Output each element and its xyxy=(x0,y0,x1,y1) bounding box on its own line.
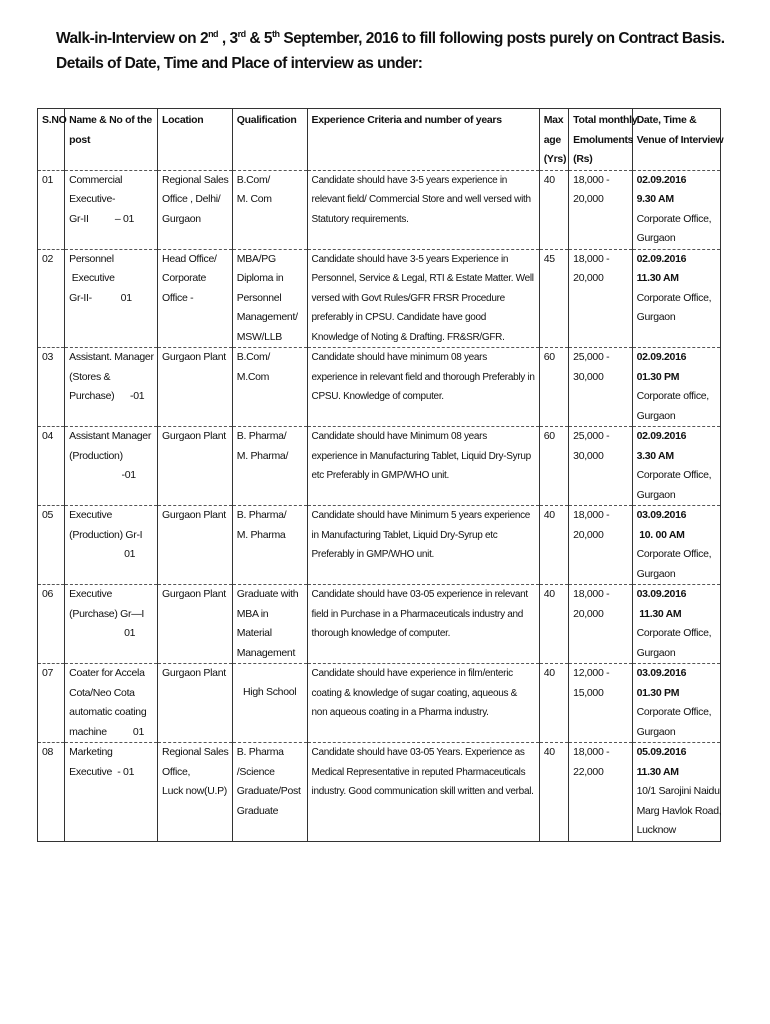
cell-post-name: Executive (Production) Gr-I 01 xyxy=(65,506,158,585)
interview-date: 02.09.2016 xyxy=(636,252,687,265)
cell-max-age: 60 xyxy=(539,427,568,506)
table-header-row xyxy=(38,109,721,171)
cell-date-venue: 03.09.2016 10. 00 AM Corporate Office, Gurgaon xyxy=(632,506,720,585)
cell-qualification: B. Pharma/ M. Pharma/ xyxy=(232,427,307,506)
cell-post-name: Executive (Purchase) Gr—I 01 xyxy=(65,585,158,664)
cell-date-venue: 05.09.2016 11.30 AM 10/1 Sarojini Naidu Marg Havlok Road, Lucknow xyxy=(632,743,720,842)
cell-sno: 01 xyxy=(38,170,65,249)
cell-post-name: Assistant Manager (Production) -01 xyxy=(65,427,158,506)
heading-line-2: Details of Date, Time and Place of interview as under: xyxy=(56,55,423,72)
table-row xyxy=(38,664,721,743)
cell-date-venue: 03.09.2016 11.30 AM Corporate Office, Gurgaon xyxy=(632,585,720,664)
header-qualification: Qualification xyxy=(232,109,307,171)
cell-location: Regional Sales Office, Luck now(U.P) xyxy=(158,743,233,842)
cell-qualification: B.Com/ M. Com xyxy=(232,170,307,249)
interview-time: 10. 00 AM xyxy=(636,528,685,541)
page-heading xyxy=(56,26,746,76)
cell-date-venue: 02.09.2016 9.30 AM Corporate Office, Gurgaon xyxy=(632,170,720,249)
cell-location: Head Office/ Corporate Office - xyxy=(158,249,233,348)
cell-location: Gurgaon Plant xyxy=(158,585,233,664)
cell-emoluments: 25,000 - 30,000 xyxy=(569,348,632,427)
header-sno: S.NO xyxy=(38,109,65,171)
interview-time: 9.30 AM xyxy=(636,193,674,205)
table-row xyxy=(38,348,721,427)
cell-sno: 02 xyxy=(38,249,65,348)
cell-max-age: 40 xyxy=(539,585,568,664)
header-experience: Experience Criteria and number of years xyxy=(307,109,539,171)
interview-time: 11.30 AM xyxy=(636,272,679,284)
cell-qualification: B. Pharma/ M. Pharma xyxy=(232,506,307,585)
cell-sno: 05 xyxy=(38,506,65,585)
cell-emoluments: 18,000 - 20,000 xyxy=(569,585,632,664)
cell-emoluments: 18,000 - 20,000 xyxy=(569,506,632,585)
cell-experience: Candidate should have 3-5 years experience in relevant field/ Commercial Store and well versed with Statutory requirements. xyxy=(307,170,539,249)
interview-date: 03.09.2016 xyxy=(636,588,687,600)
cell-experience: Candidate should have 03-05 experience in relevant field in Purchase in a Pharmaceuticals industry and thorough knowledge of computer. xyxy=(307,585,539,664)
interview-date: 02.09.2016 xyxy=(636,173,687,186)
header-emoluments: Total monthly Emoluments (Rs) xyxy=(569,109,632,171)
cell-max-age: 40 xyxy=(539,170,568,249)
cell-qualification: MBA/PG Diploma in Personnel Management/ MSW/LLB xyxy=(232,249,307,348)
cell-date-venue: 02.09.2016 11.30 AM Corporate Office, Gurgaon xyxy=(632,249,720,348)
cell-max-age: 40 xyxy=(539,743,568,842)
table-row xyxy=(38,427,721,506)
interview-time: 11.30 AM xyxy=(636,765,679,778)
interview-table xyxy=(37,108,724,842)
interview-date: 03.09.2016 xyxy=(636,667,687,679)
cell-emoluments: 25,000 - 30,000 xyxy=(569,427,632,506)
cell-experience: Candidate should have 3-5 years Experience in Personnel, Service & Legal, RTI & Estate Matter. Well versed with Govt Rules/GFR FRSR Procedure preferably in CPSU. Candidate have good Knowledge of Noting & Drafting. FR&SR/GFR. xyxy=(307,249,539,348)
cell-post-name: Coater for Accela Cota/Neo Cota automatic coating machine 01 xyxy=(65,664,158,743)
cell-date-venue: 03.09.2016 01.30 PM Corporate Office, Gurgaon xyxy=(632,664,720,743)
cell-post-name: Personnel Executive Gr-II- 01 xyxy=(65,249,158,348)
cell-date-venue: 02.09.2016 3.30 AM Corporate Office, Gurgaon xyxy=(632,427,720,506)
table-row xyxy=(38,743,721,842)
cell-emoluments: 12,000 - 15,000 xyxy=(569,664,632,743)
cell-qualification: B.Com/ M.Com xyxy=(232,348,307,427)
cell-location: Gurgaon Plant xyxy=(158,664,233,743)
cell-post-name: Marketing Executive - 01 xyxy=(65,743,158,842)
table-row xyxy=(38,506,721,585)
cell-date-venue: 02.09.2016 01.30 PM Corporate office, Gurgaon xyxy=(632,348,720,427)
header-age: Max age (Yrs) xyxy=(539,109,568,171)
cell-location: Gurgaon Plant xyxy=(158,506,233,585)
cell-sno: 04 xyxy=(38,427,65,506)
cell-qualification: Graduate with MBA in Material Management xyxy=(232,585,307,664)
header-date: Date, Time & Venue of Interview xyxy=(632,109,720,171)
cell-sno: 03 xyxy=(38,348,65,427)
table-row xyxy=(38,170,721,249)
cell-sno: 08 xyxy=(38,743,65,842)
cell-qualification: High School xyxy=(232,664,307,743)
interview-time: 01.30 PM xyxy=(636,686,680,699)
cell-max-age: 40 xyxy=(539,664,568,743)
cell-location: Regional Sales Office , Delhi/ Gurgaon xyxy=(158,170,233,249)
table-row xyxy=(38,585,721,664)
cell-location: Gurgaon Plant xyxy=(158,348,233,427)
cell-experience: Candidate should have 03-05 Years. Experience as Medical Representative in reputed Pharmaceuticals industry. Good communication skill written and verbal. xyxy=(307,743,539,842)
cell-max-age: 45 xyxy=(539,249,568,348)
interview-time: 3.30 AM xyxy=(636,449,674,462)
cell-emoluments: 18,000 - 22,000 xyxy=(569,743,632,842)
heading-line-1: Walk-in-Interview on 2nd , 3rd & 5th September, 2016 to fill following posts purely on Contract Basis. xyxy=(56,29,725,47)
cell-post-name: Assistant. Manager (Stores & Purchase) -01 xyxy=(65,348,158,427)
cell-location: Gurgaon Plant xyxy=(158,427,233,506)
interview-time: 01.30 PM xyxy=(636,370,680,383)
cell-emoluments: 18,000 - 20,000 xyxy=(569,170,632,249)
cell-sno: 07 xyxy=(38,664,65,743)
interview-date: 05.09.2016 xyxy=(636,746,687,758)
cell-post-name: Commercial Executive- Gr-II – 01 xyxy=(65,170,158,249)
cell-sno: 06 xyxy=(38,585,65,664)
cell-max-age: 60 xyxy=(539,348,568,427)
table-row xyxy=(38,249,721,348)
cell-emoluments: 18,000 - 20,000 xyxy=(569,249,632,348)
header-name: Name & No of the post xyxy=(65,109,158,171)
cell-experience: Candidate should have Minimum 5 years experience in Manufacturing Tablet, Liquid Dry-Syrup etc Preferably in GMP/WHO unit. xyxy=(307,506,539,585)
interview-date: 03.09.2016 xyxy=(636,509,687,521)
cell-max-age: 40 xyxy=(539,506,568,585)
cell-experience: Candidate should have minimum 08 years experience in relevant field and thorough Preferably in CPSU. Knowledge of computer. xyxy=(307,348,539,427)
interview-date: 02.09.2016 xyxy=(636,430,687,442)
cell-experience: Candidate should have Minimum 08 years experience in Manufacturing Tablet, Liquid Dry-Syrup etc Preferably in GMP/WHO unit. xyxy=(307,427,539,506)
interview-date: 02.09.2016 xyxy=(636,351,687,363)
interview-time: 11.30 AM xyxy=(636,607,682,620)
cell-experience: Candidate should have experience in film/enteric coating & knowledge of sugar coating, aqueous & non aqueous coating in a Pharma industry. xyxy=(307,664,539,743)
header-location: Location xyxy=(158,109,233,171)
cell-qualification: B. Pharma /Science Graduate/Post Graduate xyxy=(232,743,307,842)
